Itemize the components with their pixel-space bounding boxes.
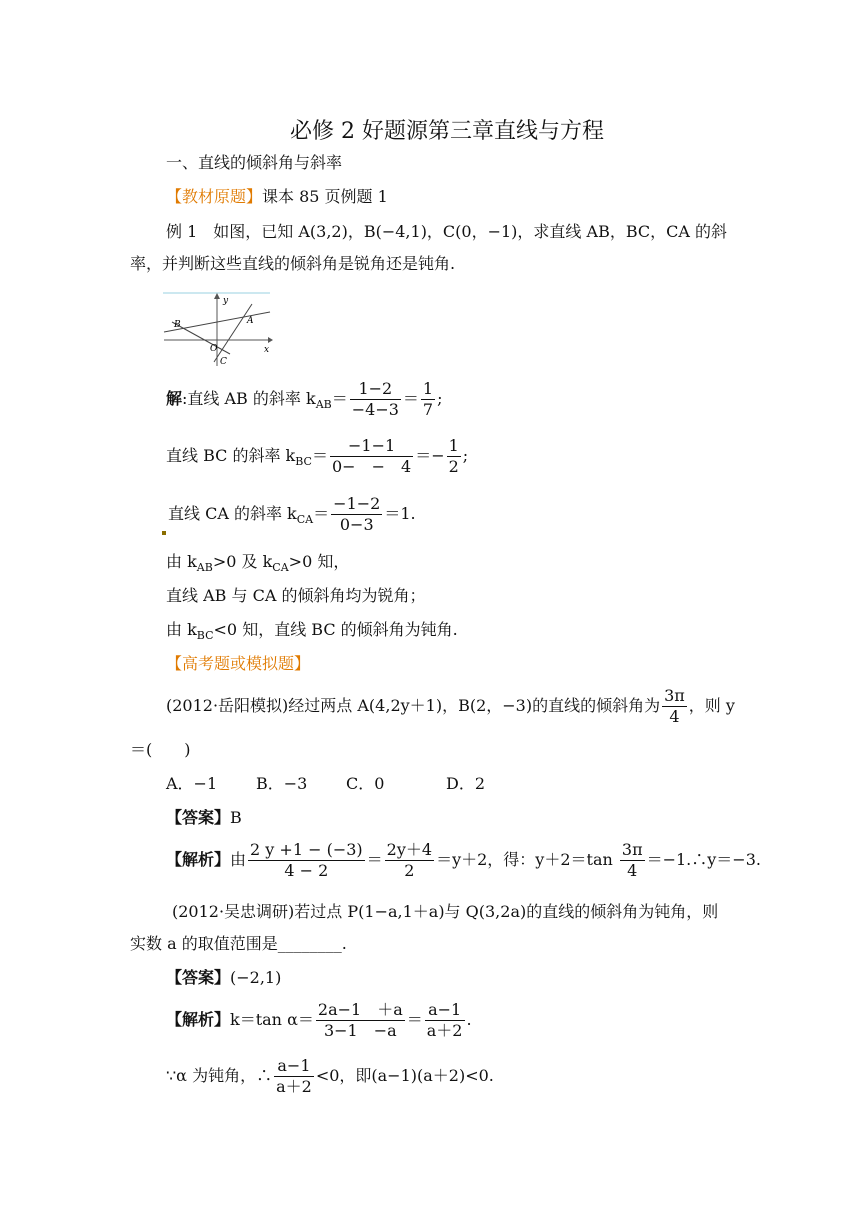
- option-b: B．−3: [256, 774, 308, 793]
- fraction-ab: $\frac{1-2}{-4-3}$: [351, 379, 399, 419]
- label-O: O: [210, 344, 218, 354]
- textbook-ref: 课本 85 页例题 1: [262, 187, 388, 206]
- fraction-q1-c: $\frac{3\pi}{4}$: [621, 840, 643, 880]
- label-B: B: [174, 320, 181, 330]
- solution-ab: 解:直线 AB 的斜率 $k_{AB}=$ $\frac{1-2}{-4-3}$ ＝ $\frac{1}{7}$ ;: [166, 379, 443, 419]
- solution-bc: 直线 BC 的斜率 $k_{BC}=$ $\frac{-1-1}{0- - 4}$ ＝− $\frac{1}{2}$ ;: [166, 436, 469, 476]
- section-heading: 一、直线的倾斜角与斜率: [166, 153, 343, 172]
- marker-dot: [162, 531, 166, 535]
- q2-final: ∵α 为钝角，∴ $\frac{a-1}{a+2}$ <0，即(a−1)(a＋2)<0.: [166, 1056, 494, 1096]
- textbook-line: [166, 184, 388, 207]
- fraction-bc: $\frac{-1-1}{0- - 4}$: [332, 436, 412, 476]
- exam-tag: 【高考题或模拟题】: [166, 654, 311, 673]
- textbook-tag: 【教材原题】: [166, 187, 263, 206]
- q1-answer: 【答案】B: [166, 808, 242, 827]
- q2-line-2: 实数 a 的取值范围是________.: [130, 934, 347, 953]
- solution-conclusion-1: 由 $k_{AB}>0$ 及 $k_{CA}>0$ 知，: [166, 552, 350, 575]
- fraction-q2-k: $\frac{2a-1 +a}{3-1 -a}$: [317, 1000, 403, 1040]
- fraction-q2-final: $\frac{a-1}{a+2}$: [276, 1056, 312, 1096]
- q2-answer: 【答案】(−2,1): [166, 968, 282, 987]
- q1-analysis: 【解析】由 $\frac{2 y +1 - (-3)}{4 - 2}$ ＝ $\frac{2y+4}{2}$ ＝y＋2，得：y＋2＝tan $\frac{3\pi}{4}$ ＝−1.∴y＝−3.: [166, 840, 761, 880]
- q2-line-1: (2012·吴忠调研)若过点 P(1−a,1＋a)与 Q(3,2a)的直线的倾斜角为钝角，则: [172, 902, 719, 921]
- q2-analysis: 【解析】k＝tan α＝ $\frac{2a-1 +a}{3-1 -a}$ ＝ $\frac{a-1}{a+2}$ .: [166, 1000, 472, 1040]
- solution-conclusion-2: 直线 AB 与 CA 的倾斜角均为锐角；: [166, 586, 426, 605]
- fraction-ca: $\frac{-1-2}{0-3}$: [333, 494, 381, 534]
- fraction-q1-b: $\frac{2y+4}{2}$: [386, 840, 433, 880]
- page-title: 必修 2 好题源第三章直线与方程: [290, 119, 604, 144]
- solution-ca: 直线 CA 的斜率 $k_{CA}=$ $\frac{-1-2}{0-3}$ ＝1.: [162, 494, 416, 535]
- option-c: C．0: [346, 774, 385, 793]
- solution-label: 解: [166, 389, 183, 408]
- label-x: x: [264, 345, 270, 355]
- q1-line-2: ＝( ): [130, 740, 191, 759]
- label-A: A: [247, 316, 254, 326]
- fraction-q1-a: $\frac{2 y +1 - (-3)}{4 - 2}$: [250, 840, 363, 880]
- solution-conclusion-3: 由 $k_{BC}<0$ 知，直线 BC 的倾斜角为钝角.: [166, 620, 458, 643]
- example-line-1: 例 1 如图，已知 A(3,2)，B(−4,1)，C(0，−1)，求直线 AB，BC，CA 的斜: [166, 222, 728, 241]
- option-a: A．−1: [166, 774, 218, 793]
- example-line-2: 率，并判断这些直线的倾斜角是锐角还是钝角.: [130, 254, 456, 273]
- q1-options: [166, 771, 485, 794]
- fraction-bc-result: $\frac{1}{2}$: [448, 436, 459, 476]
- fraction-q2-k2: $\frac{a-1}{a+2}$: [426, 1000, 463, 1040]
- label-y: y: [223, 296, 229, 306]
- fraction-3pi-4: $\frac{3\pi}{4}$: [664, 686, 685, 726]
- label-C: C: [220, 357, 227, 367]
- q1-line-1: (2012·岳阳模拟)经过两点 A(4,2y＋1)，B(2，−3)的直线的倾斜角为 $\frac{3\pi}{4}$ ，则 y: [166, 686, 735, 726]
- coordinate-figure: [160, 290, 275, 368]
- fraction-ab-result: $\frac{1}{7}$: [422, 379, 434, 419]
- option-d: D．2: [446, 774, 486, 793]
